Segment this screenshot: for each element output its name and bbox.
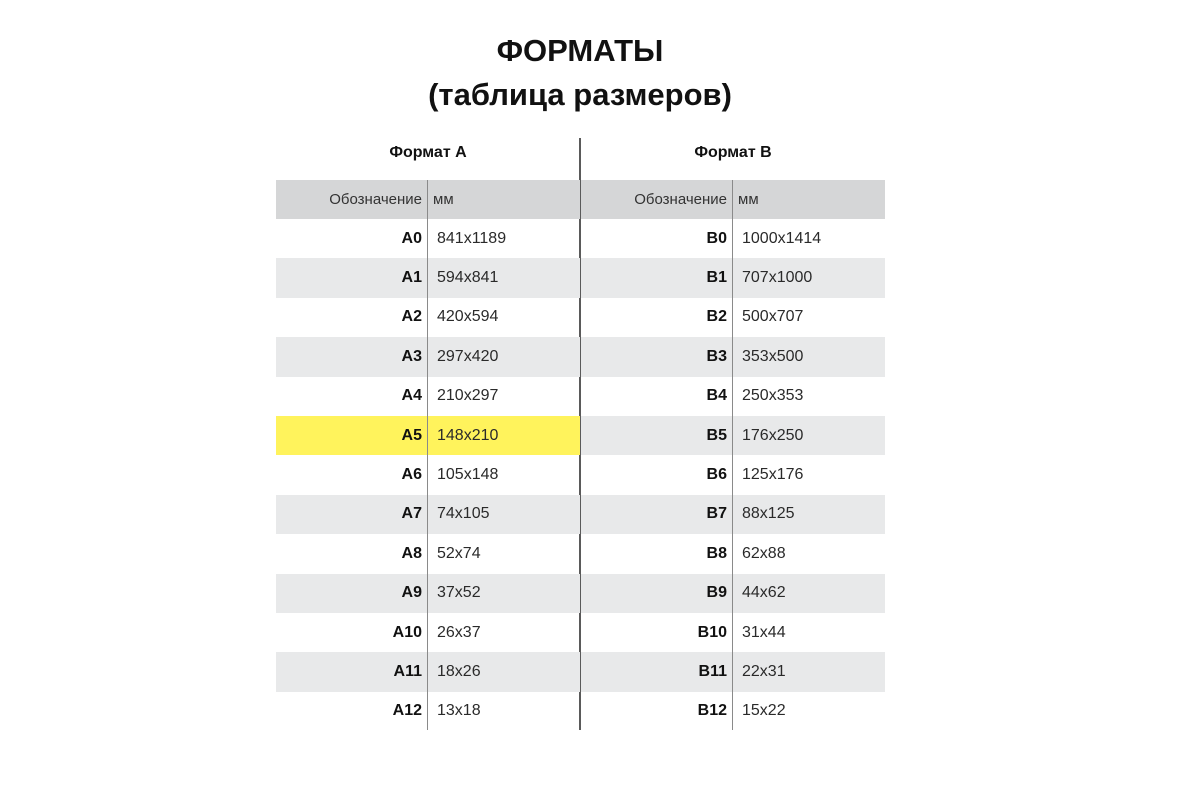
format-size: 13x18 [437,702,481,720]
format-label: A6 [401,466,422,484]
table-row [581,534,885,573]
format-size: 74x105 [437,505,490,523]
table-row [581,298,885,337]
table-row [276,613,580,652]
table-row [581,652,885,691]
format-a-title: Формат А [389,144,467,161]
format-size: 210x297 [437,387,499,405]
table-row [276,298,580,337]
format-size: 31x44 [742,623,786,641]
format-size: 420x594 [437,308,499,326]
page-subtitle: (таблица размеров) [428,77,732,112]
page-title: ФОРМАТЫ [496,33,664,68]
column-divider [427,180,428,730]
table-row [581,377,885,416]
table-row [581,455,885,494]
format-a-table [276,180,580,731]
format-label: A9 [401,584,422,602]
table-row [276,692,580,731]
table-row [276,416,580,455]
table-header [276,180,580,219]
table-row [276,495,580,534]
format-label: B2 [706,308,727,326]
format-b-panel [581,138,885,731]
format-label: A4 [401,387,422,405]
column-divider [732,180,733,730]
format-label: A3 [401,347,422,365]
format-label: B1 [706,269,727,287]
format-size: 353x500 [742,347,804,365]
format-label: A0 [401,229,422,247]
format-b-table [581,180,885,731]
format-size: 18x26 [437,662,481,680]
format-a-panel [276,138,580,731]
format-size: 707x1000 [742,269,813,287]
format-size: 841x1189 [437,229,507,247]
format-size: 125x176 [742,466,804,484]
table-row [276,455,580,494]
format-size: 88x125 [742,505,795,523]
table-row [581,258,885,297]
format-size: 297x420 [437,347,499,365]
table-row [581,613,885,652]
table-row [581,219,885,258]
table-row [276,258,580,297]
format-size: 62x88 [742,544,786,562]
format-label: A8 [401,544,422,562]
table-row [276,337,580,376]
table-row [276,219,580,258]
format-label: A1 [401,269,422,287]
format-label: B3 [706,347,727,365]
format-size: 176x250 [742,426,804,444]
format-label: B5 [706,426,727,444]
format-label: A5 [401,426,422,444]
header-mm: мм [738,191,759,208]
format-label: B8 [706,544,727,562]
format-size: 37x52 [437,584,481,602]
format-label: B9 [706,584,727,602]
table-row [581,574,885,613]
format-label: B12 [697,702,727,720]
format-size: 148x210 [437,426,499,444]
header-designation: Обозначение [329,191,422,208]
format-b-rows [581,219,885,731]
table-row [581,337,885,376]
format-size: 52x74 [437,544,481,562]
format-size: 105x148 [437,466,499,484]
format-label: A10 [392,623,422,641]
format-label: B6 [706,466,727,484]
table-row [276,652,580,691]
format-label: B4 [706,387,727,405]
format-size: 44x62 [742,584,786,602]
format-label: B10 [697,623,727,641]
table-row [581,416,885,455]
format-label: B11 [698,662,727,680]
format-label: A11 [393,662,422,680]
format-size: 22x31 [742,662,786,680]
header-mm: мм [433,191,454,208]
format-label: B0 [706,229,727,247]
format-size: 250x353 [742,387,804,405]
table-row [276,574,580,613]
table-header [581,180,885,219]
format-size: 594x841 [437,269,499,287]
format-size: 1000x1414 [742,229,822,247]
table-row [581,495,885,534]
format-label: B7 [706,505,727,523]
table-row [276,377,580,416]
format-size: 500x707 [742,308,804,326]
table-row [276,534,580,573]
format-size: 15x22 [742,702,786,720]
table-row [581,692,885,731]
format-a-rows [276,219,580,731]
format-label: A7 [401,505,422,523]
format-label: A2 [401,308,422,326]
format-label: A12 [392,702,422,720]
header-designation: Обозначение [634,191,727,208]
format-size: 26x37 [437,623,481,641]
format-b-title: Формат В [694,144,772,161]
